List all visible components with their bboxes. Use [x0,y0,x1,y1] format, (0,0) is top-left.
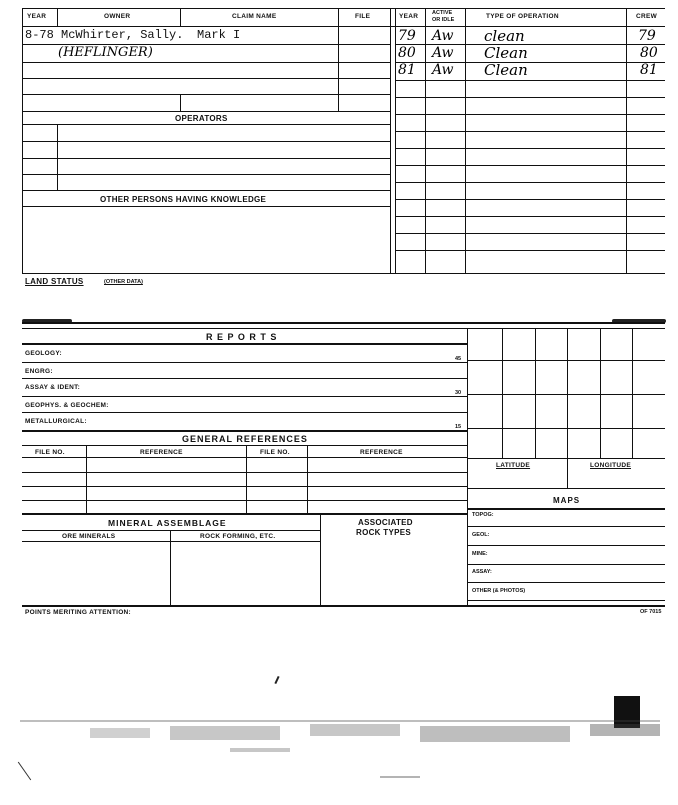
rule [395,165,665,166]
rule [395,250,665,251]
rule [395,97,665,98]
rule [395,131,665,132]
owner-handwritten-note: (HEFLINGER) [58,45,153,60]
rule [22,457,467,458]
ore-minerals-label: ORE MINERALS [62,533,116,540]
ops-crew-3: 81 [640,62,658,78]
ref-header-reference-2: REFERENCE [360,449,403,456]
rule [22,530,320,531]
ops-year-1: 79 [398,28,416,44]
rule [467,564,665,565]
maps-topog: TOPOG: [472,512,494,518]
header-year: YEAR [27,13,47,20]
rule [170,530,171,605]
rule [535,328,536,458]
report-label-engrg: ENGRG: [25,368,53,375]
rule [467,545,665,546]
rule [22,328,665,329]
header-type-of-operation: TYPE OF OPERATION [486,13,559,20]
rule [395,114,665,115]
header-file: FILE [355,13,371,20]
ref-header-reference-1: REFERENCE [140,449,183,456]
reports-title: R E P O R T S [206,332,278,342]
report-num-metallurgical: 15 [455,424,462,430]
scan-mark [170,726,280,740]
rule [180,8,181,26]
ref-header-file-no-1: FILE NO. [35,449,65,456]
rule [467,458,665,459]
rock-types-label: ROCK TYPES [356,528,412,537]
rule [467,360,665,361]
claim-entry: Mark I [197,28,241,42]
header-active: ACTIVE [432,10,453,16]
scan-mark [274,676,279,684]
points-meriting-attention-label: POINTS MERITING ATTENTION: [25,609,132,616]
rule [502,328,503,458]
maps-assay: ASSAY: [472,569,492,575]
form-code: OF 7015 [640,609,662,615]
rule [467,508,665,510]
rule [246,445,247,513]
rule [467,526,665,527]
scan-mark [310,724,400,736]
maps-other: OTHER (& PHOTOS) [472,588,526,594]
rule [22,322,665,324]
rule [467,582,665,583]
rule [22,541,320,542]
maps-geol: GEOL: [472,532,490,538]
ops-crew-1: 79 [638,28,656,44]
scan-mark [90,728,150,738]
owner-entry: 8-78 McWhirter, Sally. [25,28,184,42]
rule [22,206,390,207]
rule [22,500,467,501]
scan-mark [20,720,660,722]
ops-year-3: 81 [398,62,416,78]
general-references-title: GENERAL REFERENCES [182,434,308,444]
rule [22,445,467,446]
rule [22,174,390,175]
rule [22,486,467,487]
header-crew: CREW [636,13,658,20]
ops-status-2: Aw [432,45,454,61]
rule [22,605,665,607]
rule [395,216,665,217]
report-num-assay: 30 [455,390,462,396]
rule [180,94,181,111]
land-status-label: LAND STATUS [25,277,84,286]
rule [390,8,391,273]
rule [57,124,58,190]
scan-mark [230,748,290,752]
rule [22,94,390,95]
header-or-idle: OR IDLE [432,17,455,23]
rule [22,472,467,473]
maps-title: MAPS [553,496,581,505]
rule [22,273,665,274]
rule [600,328,601,458]
header-claim-name: CLAIM NAME [232,13,277,20]
maps-mine: MINE: [472,551,488,557]
report-num-geology: 45 [455,356,462,362]
rule [22,513,467,515]
rule [567,328,568,488]
rule [22,362,467,363]
header-year-ops: YEAR [399,13,419,20]
rule [395,199,665,200]
associated-label: ASSOCIATED [358,518,413,527]
rule [467,428,665,429]
scan-mark [420,726,570,742]
rule [57,8,58,26]
rule [22,412,467,413]
rule [22,396,467,397]
ops-crew-2: 80 [640,45,658,61]
ops-type-3: Clean [484,61,528,79]
rule [22,62,390,63]
other-persons-label: OTHER PERSONS HAVING KNOWLEDGE [100,195,267,204]
rule [22,141,390,142]
rule [467,394,665,395]
rule [22,124,390,125]
rule [22,378,467,379]
ops-type-1: clean [484,27,525,45]
rule [22,430,467,432]
rule [467,600,665,601]
rule [320,513,321,605]
land-status-sublabel: (OTHER DATA) [104,279,143,285]
scan-mark [18,762,31,781]
report-label-assay: ASSAY & IDENT: [25,384,81,391]
longitude-label: LONGITUDE [590,462,631,469]
report-label-metallurgical: METALLURGICAL: [25,418,87,425]
rule [22,8,665,9]
operators-label: OPERATORS [175,114,228,123]
ops-type-2: Clean [484,44,528,62]
ops-status-3: Aw [432,62,454,78]
ops-status-1: Aw [432,28,454,44]
scan-mark [380,776,420,778]
rule [22,111,390,112]
rule [22,26,665,27]
rule [395,182,665,183]
mineral-assemblage-title: MINERAL ASSEMBLAGE [108,518,227,528]
rule [338,8,339,112]
rule [632,328,633,458]
report-label-geophys: GEOPHYS. & GEOCHEM: [25,402,109,409]
report-label-geology: GEOLOGY: [25,350,62,357]
header-owner: OWNER [104,13,131,20]
scan-mark [590,724,660,736]
rule [467,488,665,489]
rule [395,148,665,149]
rule [395,233,665,234]
rule [22,343,467,345]
rule [22,190,390,191]
latitude-label: LATITUDE [496,462,531,469]
ref-header-file-no-2: FILE NO. [260,449,290,456]
rule [307,445,308,513]
rule [395,80,665,81]
ops-year-2: 80 [398,45,416,61]
rule [86,445,87,513]
rock-forming-label: ROCK FORMING, ETC. [200,533,276,540]
rule [22,78,390,79]
rule [22,158,390,159]
